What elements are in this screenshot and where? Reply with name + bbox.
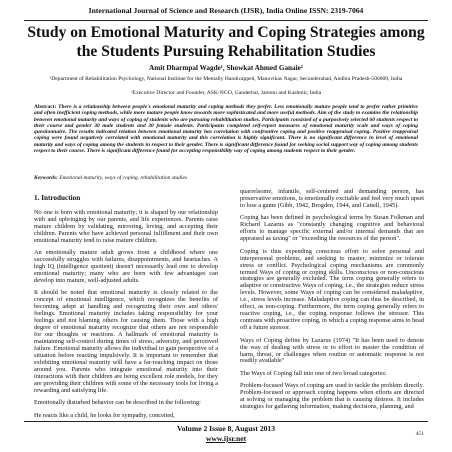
paragraph: quarrelsome, infantile, self-centered and demanding person, has preservative emotions, is emotionally excitable and feel very much upset to lose a game (Gibb, 1942, Brogden, 1944, and Cattell, 1945). <box>240 188 424 209</box>
abstract-label: Abstract: <box>34 104 57 110</box>
section-heading-introduction: 1. Introduction <box>34 194 81 202</box>
paragraph: Coping has been defined in psychological terms by Susan Folkman and Richard Lazarus as "constantly changing cognitive and behavioral efforts to manage specific external and/or internal demands that are appraised as taxing" or "exceeding the resources of the person". <box>240 214 424 243</box>
paragraph: It should be noted that emotional maturity is closely related to the concept of emotional intelligence, which recognizes the benefits of becoming adept at handling and recognizing their own and others' feelings. Emotional maturity includes taking responsibility for your feelings and not blaming others for causing them. Those with a high degree of emotional maturity recognize that others are not responsible for our thoughts or reactions. A hallmark of emotional maturity is maintaining self-control during times of stress, adversity, and perceived failure. Emotional maturity allows the individual to gain perspective of a situation before reacting impulsively. It is important to remember that exhibiting emotional maturity will have a far-reaching impact on those around you. Parents who integrate emotional maturity into their interactions with their children are being excellent role models, for they are providing their children with some of the necessary tools for living a rewarding and satisfying life. <box>34 289 218 394</box>
paragraph: He reacts like a child, he looks for sympathy, conceited, <box>34 411 175 419</box>
left-column <box>34 189 218 425</box>
affiliation-1: ¹Department of Rehabilitation Psychology, National Institute for the Mentally Handicapped, Manovikas Nagar, Secunderabad, Andhra Pradesh-500009, India <box>49 76 403 82</box>
paragraph: No one is born with emotional maturity; it is shaped by our relationship with and upbringing by our parents, and life experiences. Parents raise mature children by validating, mirroring, loving, and accepting their children. Parents who have achieved personal fulfillment and their own emotional maturity tend to raise mature children. <box>34 208 218 244</box>
affiliation-2: ²Executive Director and Founder, ASK-NGO, Ganderbal, Jammu and Kashmir, India <box>130 90 322 96</box>
footer-rule <box>24 421 428 422</box>
abstract-text: There is a relationship between people's emotional maturity and coping methods they prefer. Less emotionally mature people tend to prefer rather primitive and often inefficient coping methods, while more mature people know towards more sophisticated and more useful methods. Aim of the study to examine the relationship between emotional maturity and ways of coping of students who are pursuing rehabilitation studies. Participants consisted of a purposively selected 60 students respect to their course and gender 30 male students and 30 female students. Participants completed self-report measures of emotional maturity scale and ways of coping questionnaire. The results indicated relation between emotional maturity has correlation with confrontive coping and positive reappraisal coping. Positive reappraisal coping were found negatively correlated with emotional maturity and this correlation is highly significant. There is no significant difference in level of emotional maturity and ways of coping among the students in respect to their gender. There is significant difference found for seeking social support way of coping among students respect to their course. There is significant difference found for accepting responsibility way of coping among students respect to their gender. <box>34 104 418 155</box>
header-rule <box>24 20 428 21</box>
keywords-text: Emotional maturity, ways of coping, rehabilitation studies <box>59 175 188 181</box>
page-number: 451 <box>415 431 424 437</box>
paragraph: An emotionally mature adult grows from a childhood where one successfully struggles with failures, disappointments, and heartaches. A high IQ (intelligence quotient) doesn't necessarily lead one to develop emotional maturity; many who are born with few advantages can develop into mature, well-adjusted adults. <box>34 249 218 285</box>
paper-title: Study on Emotional Maturity and Coping Strategies among the Students Pursuing Rehabilitation Studies <box>27 24 425 60</box>
keywords <box>34 175 418 181</box>
paragraph: The Ways of Coping fall into one of two broad categories: <box>240 369 387 377</box>
paragraph: Ways of Coping define by Lazarus (1974) "It has been used to denote the way of dealing with stress or to effort to master the condition of harm, threat, or challenges when routine or automatic response is not readily available" <box>240 336 424 365</box>
keywords-label: Keywords: <box>34 175 58 181</box>
authors: Amit Dharmpal Wagde¹, Showkat Ahmed Ganaie² <box>149 64 303 72</box>
abstract <box>34 104 418 154</box>
paragraph: Coping is thus expending conscious effort to solve personal and interpersonal problems, and seeking to master, minimize or tolerate stress or conflict. Psychological coping mechanisms are commonly termed Ways of coping or coping skills. Unconscious or non-conscious strategies are generally excluded. The term coping generally refers to adaptive or constructive Ways of coping, i.e., the strategies reduce stress levels. However, some Ways of coping can be considered maladaptive, i.e., stress levels increase. Maladaptive coping can thus be described, in effect, as non-coping. Furthermore, the term coping generally refers to reactive coping, i.e., the coping response follows the stressor. This contrasts with proactive coping, in which a coping response aims to head off a future stressor. <box>240 247 424 332</box>
journal-header: International Journal of Science and Research (IJSR), India Online ISSN: 2319-7064 <box>88 6 364 15</box>
right-column <box>240 189 424 417</box>
paragraph: Problem-focused Ways of coping are used to tackle the problem directly. Problem-focused or approach coping happens when efforts are directed at solving or managing the problem that is causing distress. It includes strategies for gathering information, making decisions, planning, and <box>240 382 424 411</box>
paragraph: Emotionally disturbed behavior can be described in the following: <box>34 399 201 407</box>
footer-url-link[interactable]: www.ijsr.net <box>205 434 247 443</box>
footer-volume: Volume 2 Issue 8, August 2013 <box>176 424 276 433</box>
